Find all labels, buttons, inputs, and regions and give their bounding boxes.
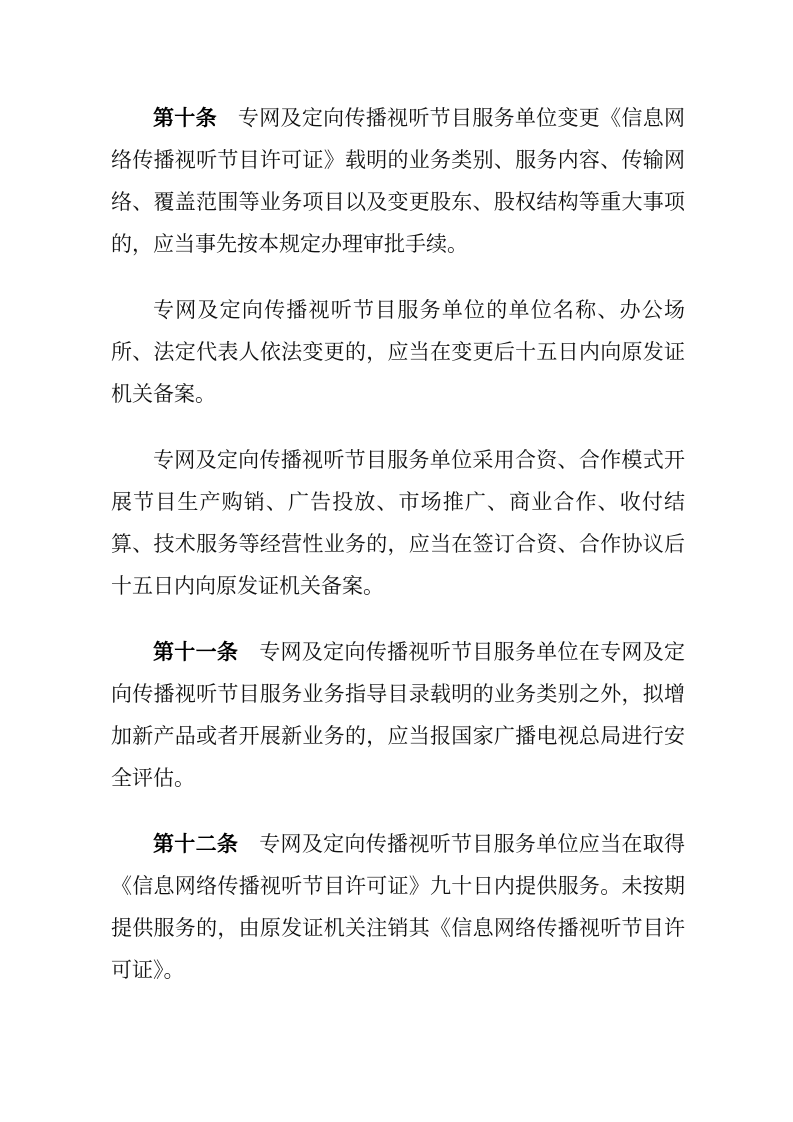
article-12-paragraph [111,823,685,991]
article-11-paragraph [111,631,685,799]
article-10-paragraph [111,97,685,265]
article-11-label: 第十一条 [153,640,239,664]
article-10-text-3: 专网及定向传播视听节目服务单位采用合资、合作模式开展节目生产购销、广告投放、市场推广、商业合作、收付结算、技术服务等经营性业务的，应当在签订合资、合作协议后十五日内向原发证机关备案。 [111,448,685,598]
article-10-text: 专网及定向传播视听节目服务单位变更《信息网络传播视听节目许可证》载明的业务类别、服务内容、传输网络、覆盖范围等业务项目以及变更股东、股权结构等重大事项的，应当事先按本规定办理审批手续。 [111,106,686,256]
article-10-paragraph-2 [111,289,685,415]
article-10-label: 第十条 [153,106,217,130]
document-body [111,97,685,1015]
article-12-label: 第十二条 [153,832,239,856]
article-11-text: 专网及定向传播视听节目服务单位在专网及定向传播视听节目服务业务指导目录载明的业务类别之外，拟增加新产品或者开展新业务的，应当报国家广播电视总局进行安全评估。 [111,640,685,790]
article-12-text: 专网及定向传播视听节目服务单位应当在取得《信息网络传播视听节目许可证》九十日内提供服务。未按期提供服务的，由原发证机关注销其《信息网络传播视听节目许可证》。 [111,832,685,982]
article-10-text-2: 专网及定向传播视听节目服务单位的单位名称、办公场所、法定代表人依法变更的，应当在变更后十五日内向原发证机关备案。 [111,298,685,406]
article-10-paragraph-3 [111,439,685,607]
